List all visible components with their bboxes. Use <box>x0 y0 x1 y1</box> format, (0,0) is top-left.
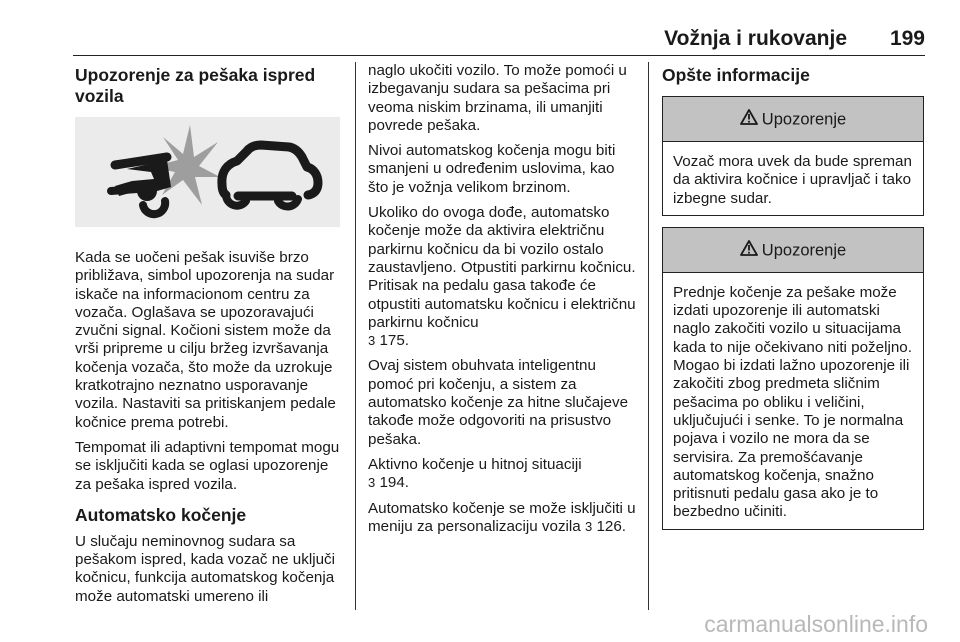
section-heading: Opšte informacije <box>662 65 810 85</box>
paragraph: Kada se uočeni pešak isuviše brzo približava, simbol upozorenja na sudar iskače na informacionom centru za vozača. Oglašava se upozoravajući zvučni signal. Kočioni sistem može da vrši pripreme u cilju bržeg izvršavanja kočenja vozača, što može da uzrokuje kratkotrajno neznatno usporavanje vozila. Nastaviti sa pritiskanjem pedale kočnice prema potrebi. <box>75 249 336 431</box>
paragraph-text: Ukoliko do ovoga dođe, automatsko kočenje može da aktivira električnu parkirnu kočnicu da bi vozilo ostalo zaustavljeno. Otpustiti parkirnu kočnicu. Pritisak na pedalu gasa takođe će otpustiti automatsku kočnicu i električnu parkirnu kočnicu <box>368 204 636 331</box>
warning-header <box>663 97 923 142</box>
paragraph: naglo ukočiti vozilo. To može pomoći u izbegavanju sudara sa pešacima pri veoma niskim brzinama, ili umanjiti povrede pešaka. <box>368 62 627 134</box>
warning-header <box>663 228 923 273</box>
warning-triangle-icon <box>740 98 758 142</box>
page-header <box>73 18 925 54</box>
paragraph <box>368 204 636 350</box>
paragraph-text: Automatsko kočenje se može isključiti u meniju za personalizaciju vozila <box>368 499 636 535</box>
paragraph <box>368 500 636 537</box>
warning-label: Upozorenje <box>761 110 847 129</box>
paragraph <box>368 456 636 493</box>
warning-box <box>662 96 924 216</box>
chapter-title: Vožnja i rukovanje <box>664 27 847 50</box>
page-reference[interactable]: 194. <box>379 474 410 492</box>
subsection-heading: Automatsko kočenje <box>75 504 247 525</box>
warning-text: Prednje kočenje za pešake može izdati upozorenje ili automatski naglo zakočiti vozilo u situacijama kada to nije očekivano niti poželjno. Mogao bi izdati lažno upozorenje ili zakočiti zbog predmeta sličnim pešacima po obliku i veličini, uključujući i senke. To je normalna pojava i vozilo ne mora da se servisira. Za premošćavanje automatskog kočenja, snažno pritisnuti pedalu gasa ako je to bezbedno učiniti. <box>673 283 912 521</box>
paragraph: U slučaju neminovnog sudara sa pešakom ispred, kada vozač ne uključi kočnicu, funkcija automatskog kočenja može automatski umereno ili <box>75 532 336 605</box>
column-divider <box>355 62 356 610</box>
warning-text: Vozač mora uvek da bude spreman da aktivira kočnice i upravljač i tako izbegne sudar. <box>673 153 912 207</box>
page-reference[interactable]: 175. <box>379 332 410 350</box>
column-2 <box>368 62 636 543</box>
watermark: carmanualsonline.info <box>704 611 928 637</box>
header-divider <box>73 55 925 56</box>
paragraph: Nivoi automatskog kočenja mogu biti smanjeni u određenim uslovima, kao što je vožnja velikom brzinom. <box>368 142 616 196</box>
forward-collision-cars-icon <box>75 117 340 227</box>
page-reference[interactable]: 126. <box>596 517 626 535</box>
paragraph: Tempomat ili adaptivni tempomat mogu se isključiti kada se oglasi upozorenje za pešaka ispred vozila. <box>75 438 340 493</box>
warning-label: Upozorenje <box>761 241 847 260</box>
column-1 <box>75 62 343 613</box>
column-divider <box>648 62 649 610</box>
page-ref-arrow-icon: 3 <box>368 475 376 491</box>
page-number: 199 <box>889 27 925 50</box>
paragraph: Ovaj sistem obuhvata inteligentnu pomoć pri kočenju, a sistem za automatsko kočenje za hitne slučajeve takođe može odgovoriti na prisustvo pešaka. <box>368 357 629 448</box>
warning-box <box>662 227 924 530</box>
section-heading: Upozorenje za pešaka ispred vozila <box>75 65 316 106</box>
paragraph-text: Aktivno kočenje u hitnoj situaciji <box>368 455 582 473</box>
page-ref-arrow-icon: 3 <box>584 518 593 534</box>
warning-triangle-icon <box>740 229 758 273</box>
column-3 <box>662 62 924 541</box>
page-ref-arrow-icon: 3 <box>368 333 376 349</box>
